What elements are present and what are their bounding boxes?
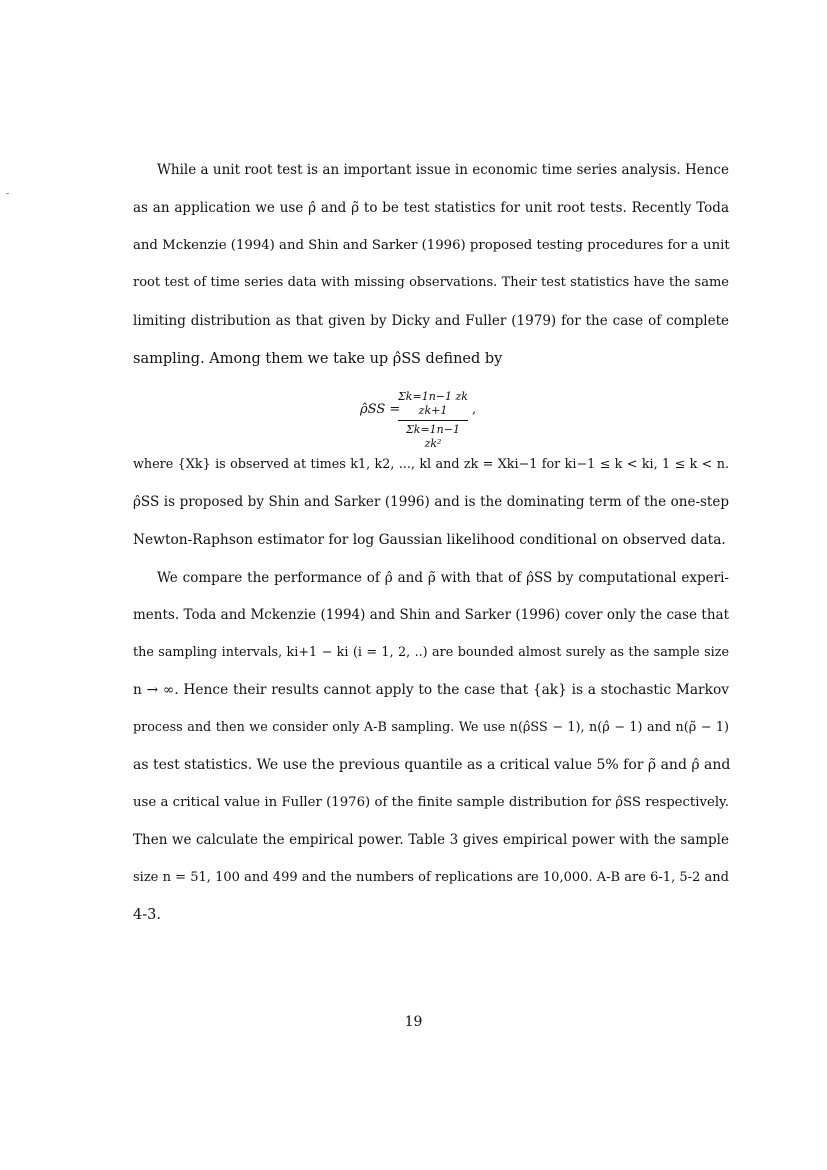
paragraph-1-line-2: as an application we use ρ̂ and ρ̃ to be test statistics for unit root tests. Recently Toda — [133, 200, 729, 216]
paragraph-3-line-10: 4-3. — [133, 907, 161, 923]
formula-fraction — [398, 390, 468, 451]
paragraph-3-line-5: process and then we consider only A-B sampling. We use n(ρ̂SS − 1), n(ρ̂ − 1) and n(ρ̃ − 1) — [133, 720, 729, 735]
page-number: 19 — [404, 1014, 423, 1030]
paragraph-3-line-4: n → ∞. Hence their results cannot apply to the case that {ak} is a stochastic Markov — [133, 682, 729, 698]
paragraph-1-line-4: root test of time series data with missing observations. Their test statistics have the same — [133, 275, 729, 290]
scan-edge-mark — [6, 193, 9, 194]
paragraph-3-line-1: We compare the performance of ρ̂ and ρ̃ with that of ρ̂SS by computational experi- — [157, 570, 729, 586]
formula-comma: , — [472, 402, 477, 417]
formula-numerator: Σk=1n−1 zk zk+1 — [398, 390, 468, 417]
paragraph-3-line-8: Then we calculate the empirical power. Table 3 gives empirical power with the sample — [133, 832, 729, 848]
paragraph-1-line-5: limiting distribution as that given by Dicky and Fuller (1979) for the case of complete — [133, 313, 729, 329]
paragraph-1-line-3: and Mckenzie (1994) and Shin and Sarker (1996) proposed testing procedures for a unit — [133, 238, 730, 253]
paragraph-2-line-1: where {Xk} is observed at times k1, k2, ..., kl and zk = Xki−1 for ki−1 ≤ k < ki, 1 ≤ k < n. — [133, 457, 729, 472]
formula-denominator: Σk=1n−1 zk² — [406, 423, 460, 450]
paragraph-3-line-2: ments. Toda and Mckenzie (1994) and Shin and Sarker (1996) cover only the case that — [133, 607, 729, 623]
formula-lhs: ρ̂SS = — [360, 402, 401, 417]
paragraph-3-line-3: the sampling intervals, ki+1 − ki (i = 1, 2, ..) are bounded almost surely as the sample size — [133, 645, 729, 660]
paragraph-3-line-6: as test statistics. We use the previous quantile as a critical value 5% for ρ̃ and ρ̂ and — [133, 757, 731, 773]
paragraph-2-line-3: Newton-Raphson estimator for log Gaussian likelihood conditional on observed data. — [133, 532, 726, 548]
paragraph-2-line-2: ρ̂SS is proposed by Shin and Sarker (1996) and is the dominating term of the one-step — [133, 494, 729, 510]
paragraph-3-line-9: size n = 51, 100 and 499 and the numbers of replications are 10,000. A-B are 6-1, 5-2 and — [133, 870, 729, 885]
paragraph-1-line-1: While a unit root test is an important issue in economic time series analysis. Hence — [157, 162, 729, 178]
fraction-bar — [398, 420, 468, 421]
paragraph-3-line-7: use a critical value in Fuller (1976) of the finite sample distribution for ρ̂SS respectively. — [133, 795, 729, 810]
paragraph-1-line-6: sampling. Among them we take up ρ̂SS defined by — [133, 351, 503, 367]
display-formula — [360, 390, 480, 450]
